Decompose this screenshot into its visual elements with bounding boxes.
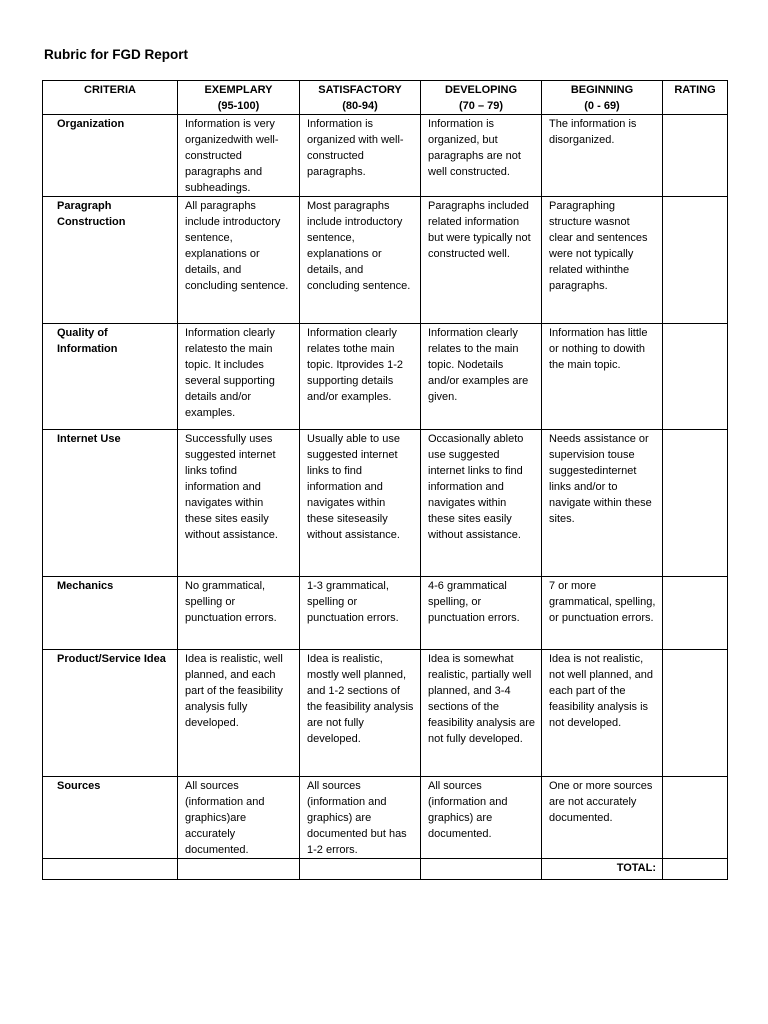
rubric-table	[42, 80, 728, 880]
header-criteria: CRITERIA	[43, 81, 178, 115]
satisfactory-cell: Most paragraphs include introductory sentence, explanations or details, and concluding sentence.	[300, 197, 421, 324]
satisfactory-cell: 1-3 grammatical, spelling or punctuation errors.	[300, 577, 421, 650]
exemplary-cell: No grammatical, spelling or punctuation errors.	[178, 577, 300, 650]
beginning-cell: Paragraphing structure wasnot clear and sentences were not typically related withinthe paragraphs.	[542, 197, 663, 324]
criteria-cell: Organization	[43, 115, 178, 197]
header-satisfactory-range: (80-94)	[342, 100, 378, 112]
criteria-cell: Internet Use	[43, 430, 178, 577]
criteria-cell: Mechanics	[43, 577, 178, 650]
satisfactory-cell: Information is organized with well-constructed paragraphs.	[300, 115, 421, 197]
header-rating: RATING	[663, 81, 728, 115]
header-row	[43, 81, 728, 115]
beginning-cell: The information is disorganized.	[542, 115, 663, 197]
total-empty-cell	[178, 859, 300, 880]
exemplary-cell: All sources (information and graphics)are accurately documented.	[178, 777, 300, 859]
rating-cell[interactable]	[663, 777, 728, 859]
satisfactory-cell: Idea is realistic, mostly well planned, and 1-2 sections of the feasibility analysis are not fully developed.	[300, 650, 421, 777]
developing-cell: Information clearly relates to the main topic. Nodetails and/or examples are given.	[421, 324, 542, 430]
beginning-cell: 7 or more grammatical, spelling, or punctuation errors.	[542, 577, 663, 650]
criteria-cell: Paragraph Construction	[43, 197, 178, 324]
header-exemplary: EXEMPLARY (95-100)	[178, 81, 300, 115]
rating-cell[interactable]	[663, 197, 728, 324]
table-row	[43, 115, 728, 197]
exemplary-cell: Information clearly relatesto the main topic. It includes several supporting details and/or examples.	[178, 324, 300, 430]
rating-cell[interactable]	[663, 650, 728, 777]
satisfactory-cell: All sources (information and graphics) are documented but has 1-2 errors.	[300, 777, 421, 859]
exemplary-cell: Successfully uses suggested internet links tofind information and navigates within these sites easily without assistance.	[178, 430, 300, 577]
total-empty-cell	[421, 859, 542, 880]
header-satisfactory: SATISFACTORY (80-94)	[300, 81, 421, 115]
header-exemplary-range: (95-100)	[217, 100, 260, 112]
beginning-cell: Information has little or nothing to dowith the main topic.	[542, 324, 663, 430]
developing-cell: All sources (information and graphics) are documented.	[421, 777, 542, 859]
developing-cell: Information is organized, but paragraphs are not well constructed.	[421, 115, 542, 197]
beginning-cell: Needs assistance or supervision touse suggestedinternet links and/or to navigate within these sites.	[542, 430, 663, 577]
satisfactory-cell: Information clearly relates tothe main topic. Itprovides 1-2 supporting details and/or examples.	[300, 324, 421, 430]
developing-cell: Occasionally ableto use suggested internet links to find information and navigates within these sites easily without assistance.	[421, 430, 542, 577]
satisfactory-cell: Usually able to use suggested internet links to find information and navigates within these siteseasily without assistance.	[300, 430, 421, 577]
header-developing-range: (70 – 79)	[458, 100, 504, 112]
exemplary-cell: All paragraphs include introductory sentence, explanations or details, and concluding sentence.	[178, 197, 300, 324]
total-empty-cell	[43, 859, 178, 880]
header-developing: DEVELOPING (70 – 79)	[421, 81, 542, 115]
beginning-cell: One or more sources are not accurately documented.	[542, 777, 663, 859]
header-beginning: BEGINNING (0 - 69)	[542, 81, 663, 115]
document-title: Rubric for FGD Report	[44, 47, 188, 62]
developing-cell: 4-6 grammatical spelling, or punctuation errors.	[421, 577, 542, 650]
table-row	[43, 777, 728, 859]
table-row	[43, 197, 728, 324]
total-row	[43, 859, 728, 880]
table-row	[43, 577, 728, 650]
developing-cell: Paragraphs included related information but were typically not constructed well.	[421, 197, 542, 324]
exemplary-cell: Idea is realistic, well planned, and each part of the feasibility analysis fully developed.	[178, 650, 300, 777]
rating-cell[interactable]	[663, 115, 728, 197]
exemplary-cell: Information is very organizedwith well-constructed paragraphs and subheadings.	[178, 115, 300, 197]
header-beginning-range: (0 - 69)	[584, 100, 620, 112]
table-row	[43, 430, 728, 577]
rating-cell[interactable]	[663, 324, 728, 430]
total-value-cell[interactable]	[663, 859, 728, 880]
beginning-cell: Idea is not realistic, not well planned, and each part of the feasibility analysis is not developed.	[542, 650, 663, 777]
rating-cell[interactable]	[663, 430, 728, 577]
total-label: TOTAL:	[542, 859, 663, 880]
rating-cell[interactable]	[663, 577, 728, 650]
criteria-cell: Quality of Information	[43, 324, 178, 430]
table-row	[43, 324, 728, 430]
total-empty-cell	[300, 859, 421, 880]
developing-cell: Idea is somewhat realistic, partially well planned, and 3-4 sections of the feasibility analysis are not fully developed.	[421, 650, 542, 777]
criteria-cell: Sources	[43, 777, 178, 859]
table-row	[43, 650, 728, 777]
criteria-cell: Product/Service Idea	[43, 650, 178, 777]
